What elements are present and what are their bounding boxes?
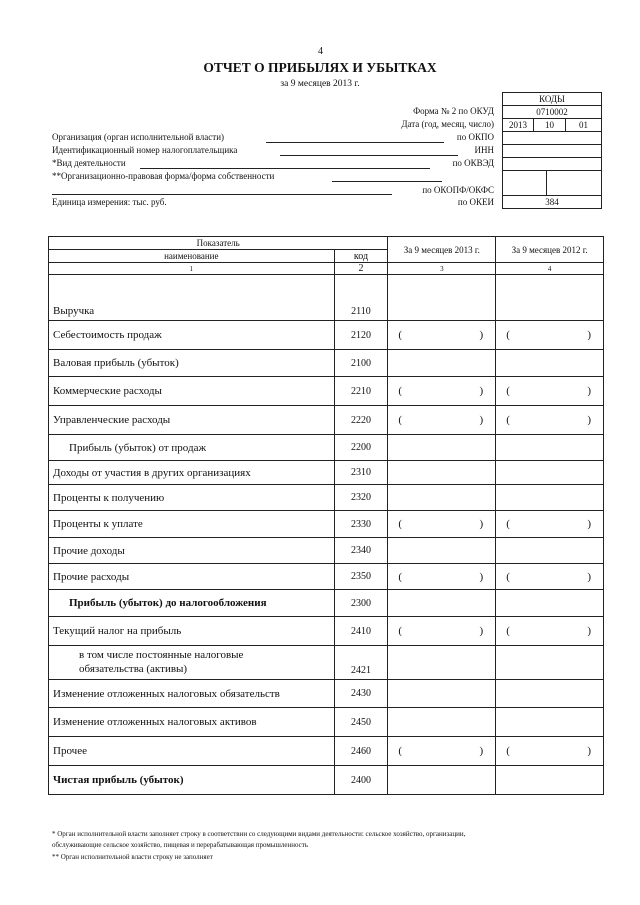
row-code: 2220 — [334, 406, 388, 435]
value-2013 — [388, 538, 496, 564]
form-okud-label: Форма № 2 по ОКУД — [413, 106, 494, 116]
row-name: Управленческие расходы — [49, 406, 335, 435]
paren-open: ( — [506, 385, 510, 397]
value-2013 — [388, 511, 496, 538]
paren-close: ) — [587, 518, 591, 530]
inn-short-label: ИНН — [474, 145, 494, 155]
value-2013 — [388, 435, 496, 461]
date-month: 10 — [533, 118, 566, 132]
value-2012 — [496, 646, 604, 680]
row-code: 2100 — [334, 350, 388, 377]
col-num-4: 4 — [496, 263, 604, 275]
date-year: 2013 — [502, 118, 534, 132]
value-2012 — [496, 406, 604, 435]
row-code: 2421 — [334, 646, 388, 680]
value-2012 — [496, 350, 604, 377]
paren-close: ) — [587, 385, 591, 397]
paren-close: ) — [479, 414, 484, 426]
paren-open: ( — [398, 625, 403, 637]
okopf-box-left — [502, 170, 547, 196]
table-row — [49, 435, 604, 461]
report-title: ОТЧЕТ О ПРИБЫЛЯХ И УБЫТКАХ — [203, 60, 437, 75]
row-name: Проценты к уплате — [49, 511, 335, 538]
table-row — [49, 275, 604, 321]
row-name: Прибыль (убыток) от продаж — [49, 435, 335, 461]
table-row — [49, 485, 604, 511]
value-2013 — [388, 275, 496, 321]
table-row — [49, 564, 604, 590]
row-name: Прочее — [49, 737, 335, 766]
value-2012 — [496, 680, 604, 708]
table-row — [49, 461, 604, 485]
row-name: Изменение отложенных налоговых обязательств — [49, 680, 335, 708]
indicator-header: Показатель — [49, 237, 388, 250]
okpo-box — [502, 131, 602, 145]
code-col-header: код — [334, 250, 388, 263]
row-code: 2400 — [334, 766, 388, 795]
legal-form-underline — [332, 181, 442, 182]
footnote-1-cont: обслуживающие сельское хозяйство, пищевая и перерабатывающая промышленность — [52, 841, 309, 849]
table-row — [49, 680, 604, 708]
table-row — [49, 646, 604, 680]
table-row — [49, 708, 604, 737]
value-2012 — [496, 511, 604, 538]
value-2012 — [496, 461, 604, 485]
unit-label: Единица измерения: тыс. руб. — [52, 197, 167, 207]
paren-close: ) — [479, 570, 484, 583]
row-name: Проценты к получению — [49, 485, 335, 511]
paren-open: ( — [506, 329, 510, 341]
table-row — [49, 377, 604, 406]
paren-close: ) — [479, 385, 484, 397]
footnote-1: * Орган исполнительной власти заполняет строку в соответствии со следующими видами деятельности: сельское хозяйство, организации, — [52, 830, 466, 838]
row-name: Доходы от участия в других организациях — [49, 461, 335, 485]
row-name: Прочие доходы — [49, 538, 335, 564]
date-label: Дата (год, месяц, число) — [401, 119, 494, 129]
value-2012 — [496, 377, 604, 406]
row-name: Чистая прибыль (убыток) — [49, 766, 335, 795]
value-2013 — [388, 377, 496, 406]
row-code: 2450 — [334, 708, 388, 737]
value-2012 — [496, 538, 604, 564]
paren-close: ) — [479, 329, 484, 341]
okud-code: 0710002 — [502, 105, 602, 119]
paren-close: ) — [479, 745, 484, 757]
value-2013 — [388, 737, 496, 766]
paren-open: ( — [506, 625, 510, 637]
table-row — [49, 538, 604, 564]
value-2013 — [388, 680, 496, 708]
value-2013 — [388, 321, 496, 350]
value-2012 — [496, 617, 604, 646]
row-name: Прочие расходы — [49, 564, 335, 590]
paren-open: ( — [398, 385, 403, 397]
codes-header: КОДЫ — [502, 92, 602, 106]
row-code: 2310 — [334, 461, 388, 485]
period1-header: За 9 месяцев 2013 г. — [388, 237, 496, 263]
table-row — [49, 321, 604, 350]
value-2012 — [496, 708, 604, 737]
table-row — [49, 511, 604, 538]
legal-form-label: **Организационно-правовая форма/форма собственности — [52, 171, 275, 181]
value-2013 — [388, 350, 496, 377]
income-statement-table — [48, 236, 604, 795]
col-num-2: 2 — [334, 263, 388, 275]
paren-close: ) — [587, 570, 591, 583]
paren-open: ( — [506, 745, 510, 757]
activity-underline — [140, 168, 430, 169]
row-code: 2410 — [334, 617, 388, 646]
table-row — [49, 766, 604, 795]
paren-close: ) — [587, 414, 591, 426]
table-row — [49, 406, 604, 435]
paren-open: ( — [398, 518, 403, 530]
footnote-2: ** Орган исполнительной власти строку не заполняет — [52, 853, 213, 861]
report-period: за 9 месяцев 2013 г. — [280, 79, 360, 89]
value-2013 — [388, 406, 496, 435]
row-code: 2300 — [334, 590, 388, 617]
value-2013 — [388, 564, 496, 590]
table-row — [49, 737, 604, 766]
value-2013 — [388, 646, 496, 680]
row-code: 2460 — [334, 737, 388, 766]
table-row — [49, 350, 604, 377]
value-2013 — [388, 485, 496, 511]
paren-open: ( — [506, 570, 510, 583]
paren-close: ) — [587, 745, 591, 757]
value-2012 — [496, 737, 604, 766]
row-name: Выручка — [49, 275, 335, 321]
okei-code: 384 — [502, 195, 602, 209]
value-2013 — [388, 708, 496, 737]
table-row — [49, 617, 604, 646]
row-name: Валовая прибыль (убыток) — [49, 350, 335, 377]
row-code: 2350 — [334, 564, 388, 590]
row-name: Себестоимость продаж — [49, 321, 335, 350]
value-2013 — [388, 590, 496, 617]
value-2012 — [496, 766, 604, 795]
row-name: Текущий налог на прибыль — [49, 617, 335, 646]
date-day: 01 — [565, 118, 602, 132]
row-name: в том числе постоянные налоговые обязательства (активы) — [49, 646, 335, 680]
inn-label: Идентификационный номер налогоплательщика — [52, 145, 238, 155]
paren-close: ) — [479, 625, 484, 637]
value-2012 — [496, 275, 604, 321]
paren-open: ( — [398, 570, 403, 583]
okopf-box-right — [546, 170, 602, 196]
value-2012 — [496, 321, 604, 350]
value-2013 — [388, 461, 496, 485]
row-code: 2200 — [334, 435, 388, 461]
paren-open: ( — [398, 745, 403, 757]
row-code: 2120 — [334, 321, 388, 350]
paren-close: ) — [587, 329, 591, 341]
org-underline — [266, 142, 444, 143]
row-code: 2330 — [334, 511, 388, 538]
paren-close: ) — [587, 625, 591, 637]
org-label: Организация (орган исполнительной власти) — [52, 132, 225, 142]
okei-label: по ОКЕИ — [457, 197, 494, 207]
col-num-1: 1 — [49, 263, 335, 275]
activity-label: *Вид деятельности — [52, 158, 126, 168]
col-num-3: 3 — [388, 263, 496, 275]
row-code: 2110 — [334, 275, 388, 321]
period2-header: За 9 месяцев 2012 г. — [496, 237, 604, 263]
row-code: 2320 — [334, 485, 388, 511]
value-2013 — [388, 617, 496, 646]
paren-open: ( — [506, 518, 510, 530]
row-name: Прибыль (убыток) до налогообложения — [49, 590, 335, 617]
paren-open: ( — [398, 414, 403, 426]
paren-open: ( — [398, 329, 403, 341]
row-code: 2340 — [334, 538, 388, 564]
value-2012 — [496, 590, 604, 617]
row-name: Изменение отложенных налоговых активов — [49, 708, 335, 737]
paren-open: ( — [506, 414, 510, 426]
inn-box — [502, 144, 602, 158]
okopf-label: по ОКОПФ/ОКФС — [422, 185, 494, 195]
inn-underline — [280, 155, 458, 156]
row-code: 2210 — [334, 377, 388, 406]
value-2012 — [496, 485, 604, 511]
page-number: 4 — [318, 46, 323, 57]
value-2012 — [496, 564, 604, 590]
paren-close: ) — [479, 518, 484, 530]
okved-label: по ОКВЭД — [452, 158, 494, 168]
row-name: Коммерческие расходы — [49, 377, 335, 406]
value-2012 — [496, 435, 604, 461]
okpo-label: по ОКПО — [456, 132, 494, 142]
row-code: 2430 — [334, 680, 388, 708]
okved-box — [502, 157, 602, 171]
legal-form-underline-2 — [52, 194, 392, 195]
table-row — [49, 590, 604, 617]
name-col-header: наименование — [49, 250, 335, 263]
value-2013 — [388, 766, 496, 795]
